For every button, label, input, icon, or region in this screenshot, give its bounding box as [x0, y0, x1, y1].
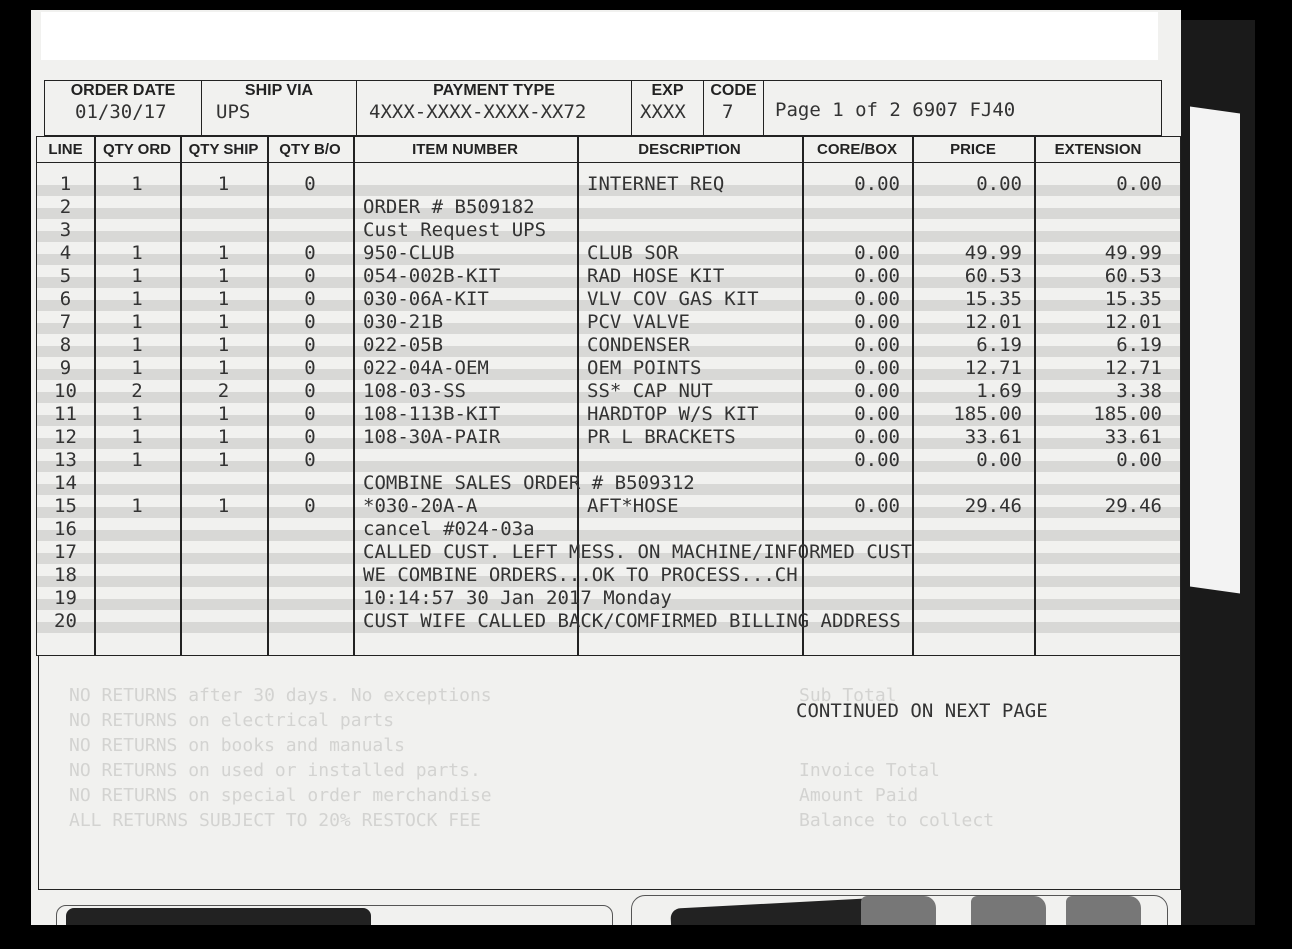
cell-price: 0.00: [976, 449, 1022, 471]
cell-qty-bo: 0: [304, 449, 316, 471]
faint-bleed-text: Balance to collect: [799, 810, 995, 831]
cell-line: 9: [59, 357, 72, 379]
table-row: [37, 334, 1180, 357]
cell-price: 185.00: [953, 403, 1022, 425]
order-date-value: 01/30/17: [75, 101, 167, 123]
invoice-footer: [38, 655, 1181, 890]
cell-line: 18: [54, 564, 77, 586]
cell-qty-ord: 1: [131, 288, 143, 310]
cell-core: 0.00: [854, 403, 900, 425]
faint-bleed-text: NO RETURNS after 30 days. No exceptions: [69, 685, 492, 706]
cell-item: WE COMBINE ORDERS...OK TO PROCESS...CH: [363, 564, 798, 586]
cell-line: 4: [59, 242, 72, 264]
cell-core: 0.00: [854, 449, 900, 471]
cell-qty-ord: 1: [131, 403, 143, 425]
faint-bleed-text: Sub Total: [799, 685, 897, 706]
table-row: [37, 357, 1180, 380]
cell-qty-bo: 0: [304, 334, 316, 356]
col-description: DESCRIPTION: [638, 141, 741, 158]
cell-item: CALLED CUST. LEFT MESS. ON MACHINE/INFORMED CUST: [363, 541, 913, 563]
table-row: [37, 311, 1180, 334]
col-extension: EXTENSION: [1054, 141, 1142, 158]
cell-qty-ship: 1: [217, 449, 230, 471]
cell-core: 0.00: [854, 495, 900, 517]
invoice-sheet: [31, 10, 1181, 925]
cell-qty-ord: 1: [131, 426, 143, 448]
cell-core: 0.00: [854, 265, 900, 287]
cell-qty-ord: 1: [131, 173, 143, 195]
ship-via-label: SHIP VIA: [244, 82, 314, 99]
cell-qty-bo: 0: [304, 311, 316, 333]
cell-line: 1: [59, 173, 72, 195]
exp-cell: [632, 81, 704, 135]
cell-desc: OEM POINTS: [587, 357, 702, 379]
cell-qty-bo: 0: [304, 426, 316, 448]
cell-line: 16: [54, 518, 77, 540]
cell-desc: HARDTOP W/S KIT: [587, 403, 759, 425]
cell-qty-ship: 1: [217, 242, 230, 264]
table-row: [37, 380, 1180, 403]
cell-ext: 29.46: [1104, 495, 1162, 517]
table-row: [37, 196, 1180, 219]
table-row: [37, 265, 1180, 288]
cell-line: 15: [54, 495, 77, 517]
col-item-number: ITEM NUMBER: [412, 141, 518, 158]
code-cell: [704, 81, 764, 135]
cell-line: 11: [54, 403, 77, 425]
table-row: [37, 426, 1180, 449]
cell-desc: PCV VALVE: [587, 311, 690, 333]
cell-core: 0.00: [854, 426, 900, 448]
cell-desc: INTERNET REQ: [587, 173, 725, 195]
cell-item: 108-03-SS: [363, 380, 466, 402]
cell-qty-bo: 0: [304, 380, 316, 402]
cell-ext: 12.01: [1104, 311, 1162, 333]
cell-item: 108-30A-PAIR: [363, 426, 501, 448]
col-price: PRICE: [950, 141, 996, 158]
cell-line: 8: [59, 334, 72, 356]
cell-qty-ord: 1: [131, 449, 143, 471]
cell-item: CUST WIFE CALLED BACK/COMFIRMED BILLING ADDRESS: [363, 610, 901, 632]
col-qty-ord: QTY ORD: [102, 141, 172, 158]
cell-ext: 60.53: [1104, 265, 1162, 287]
cell-qty-ord: 1: [131, 265, 143, 287]
cell-line: 17: [54, 541, 77, 563]
cell-qty-ship: 1: [217, 311, 230, 333]
cell-desc: VLV COV GAS KIT: [587, 288, 759, 310]
faint-bleed-text: ALL RETURNS SUBJECT TO 20% RESTOCK FEE: [69, 810, 481, 831]
paper-flap: [1190, 106, 1240, 593]
ship-via-value: UPS: [216, 101, 251, 123]
cell-core: 0.00: [854, 242, 900, 264]
table-row: [37, 518, 1180, 541]
table-row: [37, 587, 1180, 610]
cell-line: 3: [59, 219, 72, 241]
cell-item: 108-113B-KIT: [363, 403, 501, 425]
cell-line: 20: [54, 610, 77, 632]
cell-item: Cust Request UPS: [363, 219, 547, 241]
cell-desc: AFT*HOSE: [587, 495, 679, 517]
cell-qty-ord: 1: [131, 495, 143, 517]
cell-qty-bo: 0: [304, 357, 316, 379]
cell-qty-ship: 1: [217, 495, 230, 517]
cell-ext: 6.19: [1116, 334, 1162, 356]
table-row: [37, 449, 1180, 472]
faint-bleed-text: Invoice Total: [799, 760, 940, 781]
cell-price: 0.00: [976, 173, 1022, 195]
col-qty-ship: QTY SHIP: [188, 141, 259, 158]
cell-qty-bo: 0: [304, 495, 316, 517]
cell-qty-ord: 1: [131, 242, 143, 264]
cell-ext: 0.00: [1116, 173, 1162, 195]
col-core-box: CORE/BOX: [816, 141, 897, 158]
cell-line: 2: [59, 196, 72, 218]
payment-type-value: 4XXX-XXXX-XXXX-XX72: [369, 101, 587, 123]
cell-qty-ord: 1: [131, 357, 143, 379]
cell-item: 10:14:57 30 Jan 2017 Monday: [363, 587, 672, 609]
cell-qty-bo: 0: [304, 265, 316, 287]
table-row: [37, 495, 1180, 518]
cell-line: 12: [54, 426, 77, 448]
vehicle-image: [971, 896, 1046, 925]
cell-line: 19: [54, 587, 77, 609]
table-row: [37, 472, 1180, 495]
cell-desc: SS* CAP NUT: [587, 380, 713, 402]
cell-qty-ship: 2: [217, 380, 230, 402]
faint-bleed-text: NO RETURNS on books and manuals: [69, 735, 405, 756]
cell-item: COMBINE SALES ORDER # B509312: [363, 472, 695, 494]
cell-qty-ship: 1: [217, 403, 230, 425]
cell-item: 950-CLUB: [363, 242, 455, 264]
cell-item: 054-002B-KIT: [363, 265, 501, 287]
cell-ext: 33.61: [1104, 426, 1162, 448]
cell-price: 12.01: [964, 311, 1022, 333]
cell-line: 6: [59, 288, 72, 310]
table-row: [37, 610, 1180, 633]
cell-core: 0.00: [854, 173, 900, 195]
cell-price: 29.46: [964, 495, 1022, 517]
cell-qty-ship: 1: [217, 173, 230, 195]
cell-item: *030-20A-A: [363, 495, 478, 517]
table-row: [37, 403, 1180, 426]
cell-line: 7: [59, 311, 72, 333]
cell-desc: RAD HOSE KIT: [587, 265, 725, 287]
cell-ext: 12.71: [1104, 357, 1162, 379]
cell-price: 33.61: [964, 426, 1022, 448]
cell-qty-ord: 1: [131, 334, 143, 356]
cell-price: 12.71: [964, 357, 1022, 379]
cell-item: ORDER # B509182: [363, 196, 535, 218]
cell-item: 022-05B: [363, 334, 444, 356]
payment-type-label: PAYMENT TYPE: [433, 82, 555, 99]
cell-desc: CONDENSER: [587, 334, 690, 356]
exp-label: EXP: [651, 82, 684, 99]
cell-item: cancel #024-03a: [363, 518, 535, 540]
cell-qty-ship: 1: [217, 334, 230, 356]
cell-qty-ship: 1: [217, 357, 230, 379]
cell-qty-ship: 1: [217, 265, 230, 287]
bottom-logo-block: [66, 908, 371, 925]
cell-qty-ship: 1: [217, 288, 230, 310]
cell-ext: 185.00: [1093, 403, 1162, 425]
order-header: [44, 80, 1162, 136]
cell-price: 1.69: [976, 380, 1022, 402]
cell-desc: PR L BRACKETS: [587, 426, 736, 448]
cell-price: 6.19: [976, 334, 1022, 356]
code-label: CODE: [710, 82, 757, 99]
cell-qty-ord: 2: [131, 380, 143, 402]
col-line: LINE: [48, 141, 83, 158]
cell-ext: 0.00: [1116, 449, 1162, 471]
cell-core: 0.00: [854, 334, 900, 356]
cell-line: 14: [54, 472, 77, 494]
exp-value: XXXX: [640, 101, 686, 123]
cell-ext: 15.35: [1104, 288, 1162, 310]
column-header-row: [37, 137, 1180, 163]
cell-price: 49.99: [964, 242, 1022, 264]
cell-line: 13: [54, 449, 77, 471]
faint-bleed-text: NO RETURNS on special order merchandise: [69, 785, 492, 806]
cell-qty-ord: 1: [131, 311, 143, 333]
cell-price: 15.35: [964, 288, 1022, 310]
line-items-table: [36, 136, 1181, 656]
faint-bleed-text: NO RETURNS on electrical parts: [69, 710, 395, 731]
table-row: [37, 219, 1180, 242]
vehicle-image: [1066, 896, 1141, 925]
table-row: [37, 242, 1180, 265]
cell-core: 0.00: [854, 357, 900, 379]
cell-core: 0.00: [854, 288, 900, 310]
cell-ext: 49.99: [1104, 242, 1162, 264]
vehicle-image: [861, 896, 936, 925]
cell-price: 60.53: [964, 265, 1022, 287]
order-date-label: ORDER DATE: [70, 82, 176, 99]
payment-type-cell: [357, 81, 632, 135]
faint-bleed-text: NO RETURNS on used or installed parts.: [69, 760, 481, 781]
order-date-cell: [45, 81, 202, 135]
table-row: [37, 173, 1180, 196]
cell-qty-bo: 0: [304, 403, 316, 425]
code-value: 7: [722, 101, 734, 123]
cell-core: 0.00: [854, 311, 900, 333]
table-row: [37, 564, 1180, 587]
cell-item: 022-04A-OEM: [363, 357, 489, 379]
cell-item: 030-06A-KIT: [363, 288, 489, 310]
page-info: Page 1 of 2 6907 FJ40: [775, 99, 1016, 121]
cell-core: 0.00: [854, 380, 900, 402]
cell-ext: 3.38: [1116, 380, 1162, 402]
table-row: [37, 541, 1180, 564]
table-row: [37, 288, 1180, 311]
cell-qty-bo: 0: [304, 288, 316, 310]
cell-qty-bo: 0: [304, 242, 316, 264]
ship-via-cell: [202, 81, 357, 135]
cell-qty-ship: 1: [217, 426, 230, 448]
col-qty-bo: QTY B/O: [279, 141, 341, 158]
cell-item: 030-21B: [363, 311, 444, 333]
cell-desc: CLUB SOR: [587, 242, 679, 264]
cell-qty-bo: 0: [304, 173, 316, 195]
continued-note: CONTINUED ON NEXT PAGE: [796, 700, 1048, 722]
cell-line: 10: [54, 380, 77, 402]
cell-line: 5: [59, 265, 72, 287]
faint-bleed-text: Amount Paid: [799, 785, 919, 806]
redacted-header: [41, 12, 1158, 60]
